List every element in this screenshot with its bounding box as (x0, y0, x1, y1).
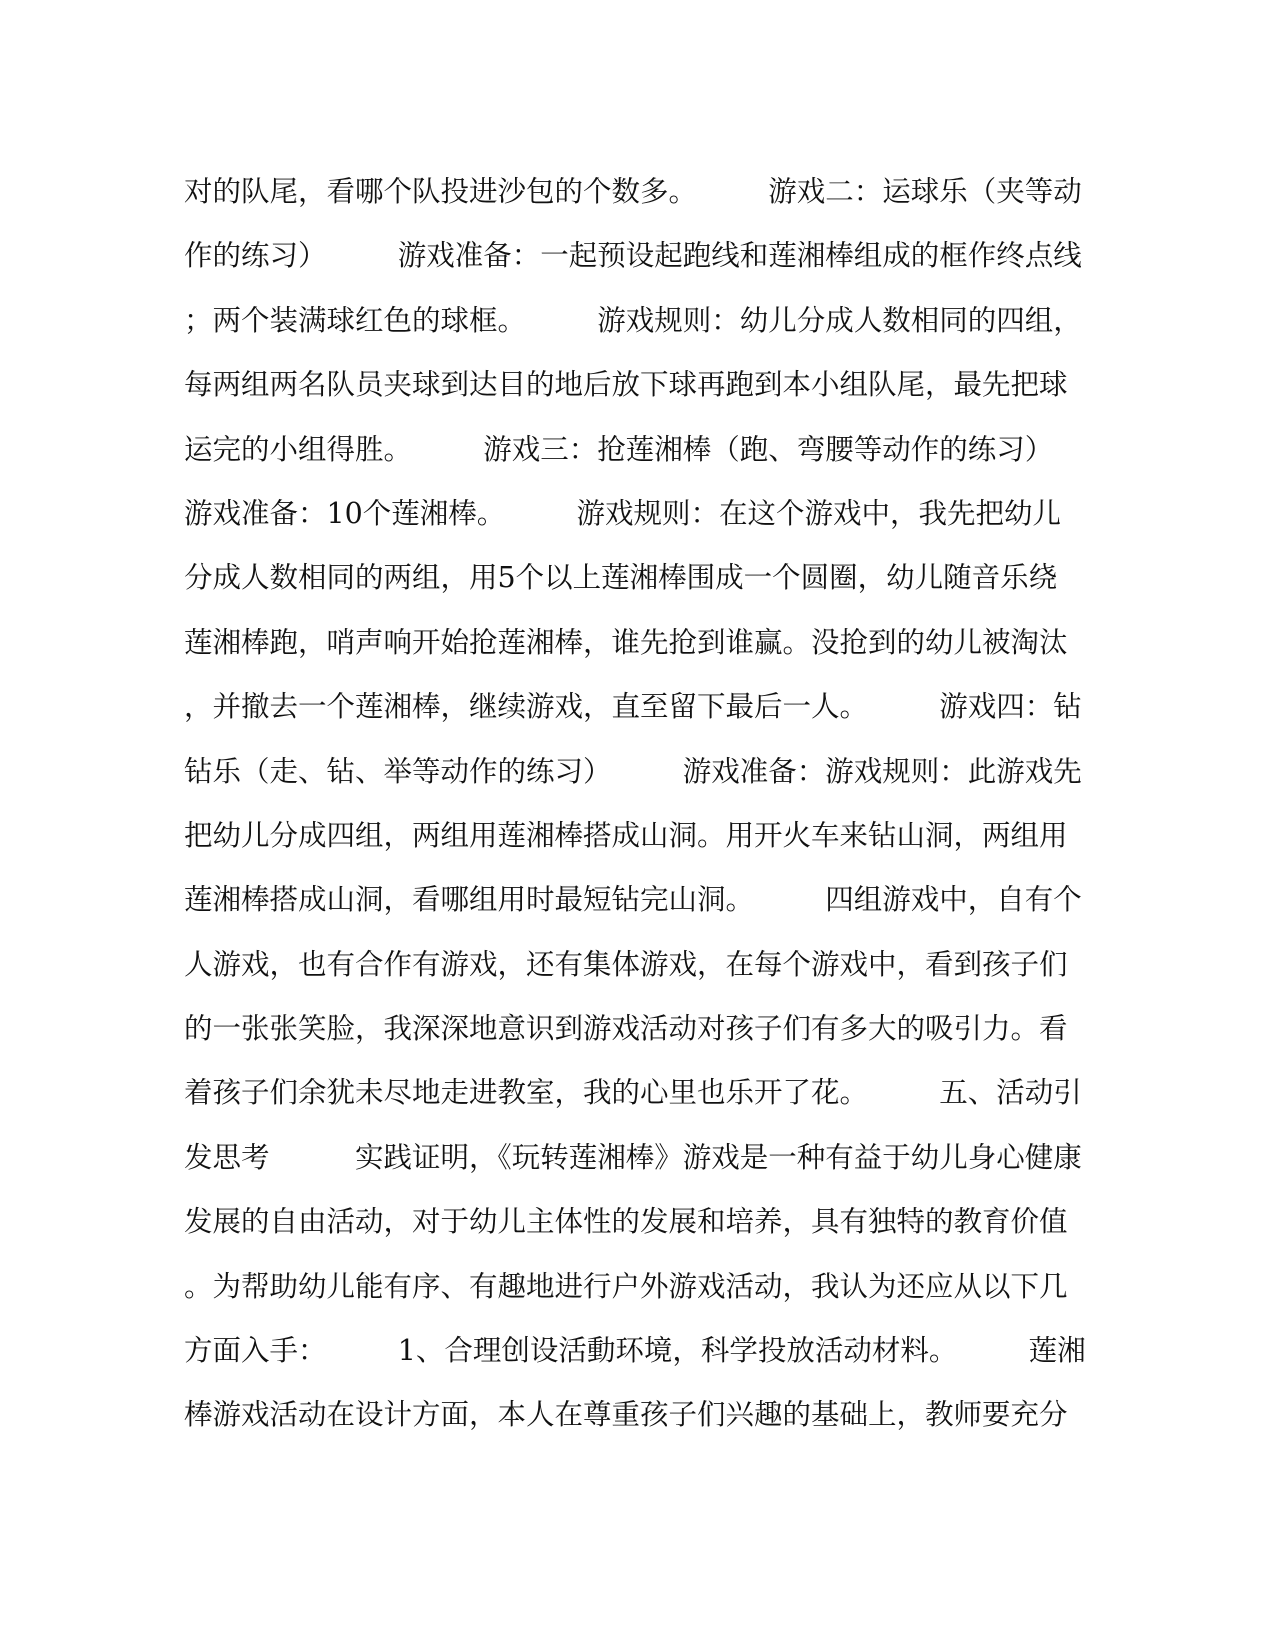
text-line: 游戏准备：10个莲湘棒。 游戏规则：在这个游戏中，我先把幼儿 (184, 496, 1062, 530)
text-line: 钻乐（走、钻、举等动作的练习） 游戏准备：游戏规则：此游戏先 (184, 754, 1082, 788)
text-line: 发展的自由活动，对于幼儿主体性的发展和培养，具有独特的教育价值 (184, 1205, 1068, 1239)
text-line: 莲湘棒跑，哨声响开始抢莲湘棒，谁先抢到谁赢。没抢到的幼儿被淘汰 (184, 625, 1068, 659)
text-line: 的一张张笑脸，我深深地意识到游戏活动对孩子们有多大的吸引力。看 (184, 1012, 1068, 1046)
text-line: 运完的小组得胜。 游戏三：抢莲湘棒（跑、弯腰等动作的练习） (184, 432, 1054, 466)
text-line: 。为帮助幼儿能有序、有趣地进行户外游戏活动，我认为还应从以下几 (184, 1269, 1068, 1303)
text-line: 把幼儿分成四组，两组用莲湘棒搭成山洞。用开火车来钻山洞，两组用 (184, 818, 1068, 852)
text-line: ；两个装满球红色的球框。 游戏规则：幼儿分成人数相同的四组， (184, 303, 1082, 337)
text-line: 发思考 实践证明，《玩转莲湘棒》游戏是一种有益于幼儿身心健康 (184, 1140, 1082, 1174)
text-line: 每两组两名队员夹球到达目的地后放下球再跑到本小组队尾，最先把球 (184, 368, 1068, 402)
text-line: 对的队尾，看哪个队投进沙包的个数多。 游戏二：运球乐（夹等动 (184, 175, 1082, 208)
text-line: 棒游戏活动在设计方面，本人在尊重孩子们兴趣的基础上，教师要充分 (184, 1398, 1068, 1432)
text-line: 作的练习） 游戏准备：一起预设起跑线和莲湘棒组成的框作终点线 (184, 239, 1082, 273)
text-line: 着孩子们余犹未尽地走进教室，我的心里也乐开了花。 五、活动引 (184, 1076, 1082, 1110)
text-line: 人游戏，也有合作有游戏，还有集体游戏，在每个游戏中，看到孩子们 (184, 947, 1068, 981)
text-line: 莲湘棒搭成山洞，看哪组用时最短钻完山洞。 四组游戏中，自有个 (184, 883, 1082, 917)
text-line: ，并撤去一个莲湘棒，继续游戏，直至留下最后一人。 游戏四：钻 (184, 690, 1082, 724)
text-line: 分成人数相同的两组，用5个以上莲湘棒围成一个圆圈，幼儿随音乐绕 (184, 561, 1058, 595)
text-line: 方面入手： 1、合理创设活動环境，科学投放活动材料。 莲湘 (184, 1334, 1086, 1368)
body-text (184, 160, 1084, 1448)
